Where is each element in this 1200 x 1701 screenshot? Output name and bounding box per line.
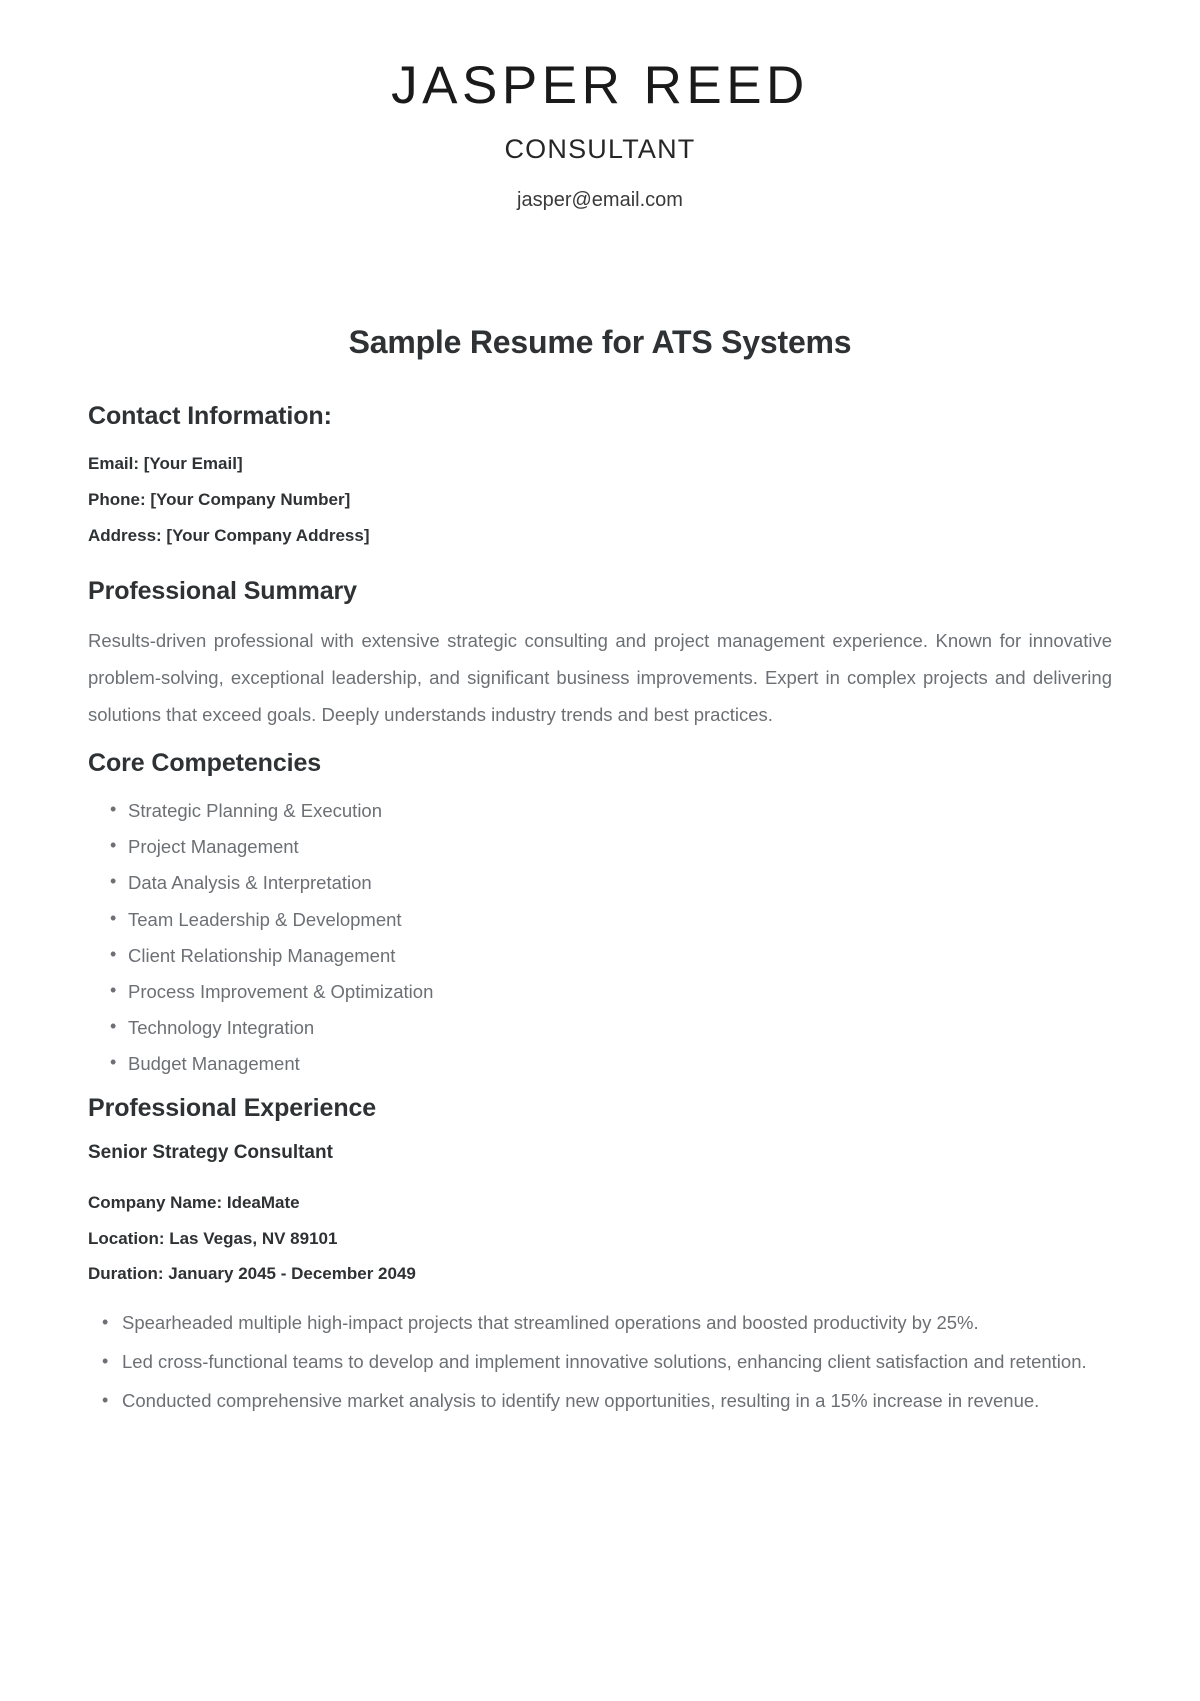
experience-entry: [88, 1140, 1112, 1419]
contact-information-section: [88, 400, 1112, 554]
list-item: • Data Analysis & Interpretation: [110, 865, 1112, 901]
candidate-role: CONSULTANT: [504, 134, 696, 165]
experience-location: Location: Las Vegas, NV 89101: [88, 1228, 338, 1248]
contact-line-address: Address: [Your Company Address]: [88, 525, 370, 545]
professional-summary-paragraph: Results-driven professional with extensive strategic consulting and project management experience. Known for innovative problem-solving, exceptional leadership, and significant business improvements. Expert in complex projects and delivering solutions that exceed goals. Deeply understands industry trends and best practices.: [88, 629, 1112, 725]
list-item: • Led cross-functional teams to develop and implement innovative solutions, enhancing client satisfaction and retention.: [102, 1343, 1112, 1380]
experience-job-title: Senior Strategy Consultant: [88, 1142, 333, 1164]
experience-details: [88, 1185, 1112, 1292]
list-item: • Strategic Planning & Execution: [110, 793, 1112, 829]
list-item: • Spearheaded multiple high-impact projects that streamlined operations and boosted productivity by 25%.: [102, 1304, 1112, 1341]
professional-summary-heading: Professional Summary: [88, 577, 357, 606]
list-item: • Technology Integration: [110, 1010, 1112, 1046]
list-item: • Project Management: [110, 829, 1112, 865]
contact-lines: [88, 446, 1112, 553]
contact-line-email: Email: [Your Email]: [88, 454, 243, 474]
list-item: • Conducted comprehensive market analysis to identify new opportunities, resulting in a 15% increase in revenue.: [102, 1382, 1112, 1419]
list-item: • Budget Management: [110, 1046, 1112, 1082]
core-competencies-section: [88, 747, 1112, 1082]
list-item: • Process Improvement & Optimization: [110, 974, 1112, 1010]
list-item: • Client Relationship Management: [110, 938, 1112, 974]
experience-company-name: Company Name: IdeaMate: [88, 1192, 300, 1212]
core-competencies-list: [88, 793, 1112, 1082]
page-title: Sample Resume for ATS Systems: [348, 323, 852, 360]
professional-summary-section: [88, 575, 1112, 733]
candidate-name: JASPER REED: [391, 56, 809, 115]
list-item: • Team Leadership & Development: [110, 902, 1112, 938]
letterhead: [0, 0, 1200, 212]
experience-duration: Duration: January 2045 - December 2049: [88, 1264, 416, 1284]
professional-experience-section: [88, 1092, 1112, 1419]
professional-experience-heading: Professional Experience: [88, 1093, 377, 1122]
resume-content: [0, 322, 1200, 1419]
contact-information-heading: Contact Information:: [88, 401, 332, 430]
core-competencies-heading: Core Competencies: [88, 748, 322, 777]
candidate-email: jasper@email.com: [517, 188, 683, 211]
contact-line-phone: Phone: [Your Company Number]: [88, 489, 351, 509]
experience-bullet-list: [88, 1304, 1112, 1419]
